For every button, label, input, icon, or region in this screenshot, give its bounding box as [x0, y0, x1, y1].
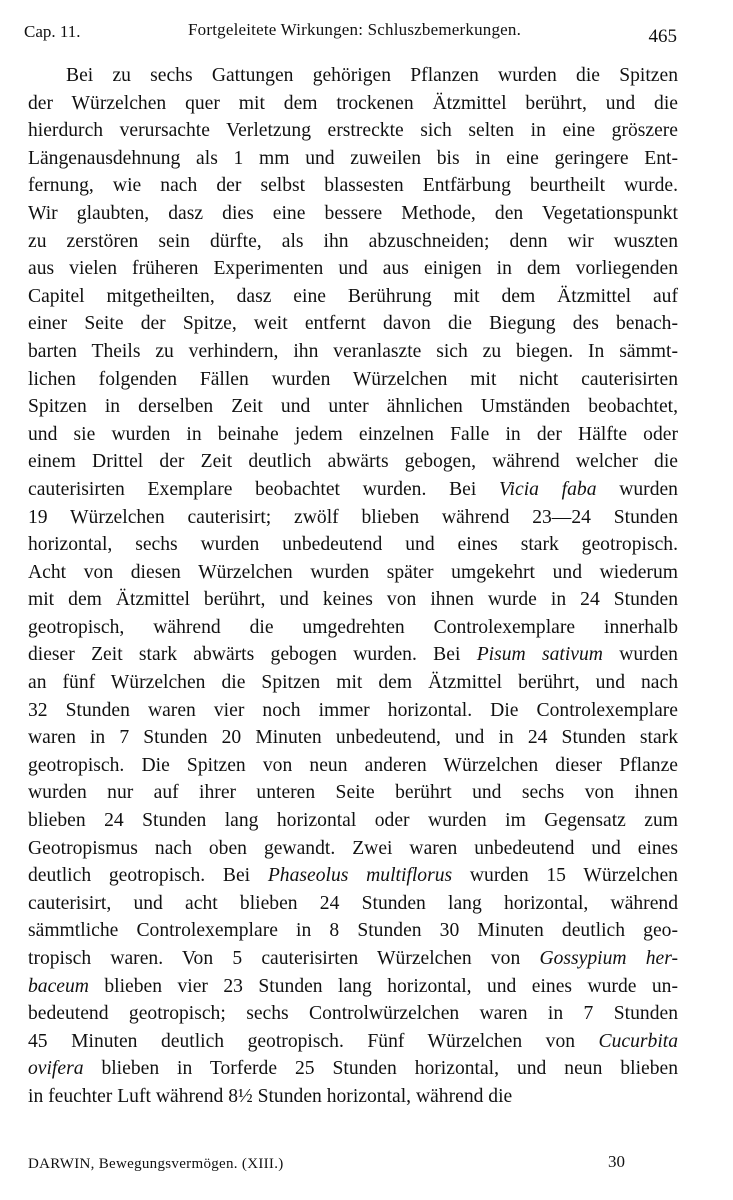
text-fragment: wurden nur auf ihrer unteren Seite berührt und sechs von ihnen — [28, 782, 678, 804]
text-line — [28, 779, 678, 807]
text-fragment: horizontal, sechs wurden unbedeutend und eines stark geotropisch. — [28, 534, 678, 556]
text-line — [28, 476, 678, 504]
text-line — [28, 421, 678, 449]
running-title: Fortgeleitete Wirkungen: Schluszbemerkungen. — [188, 20, 522, 39]
text-line — [28, 724, 678, 752]
text-fragment: an fünf Würzelchen die Spitzen mit dem Ätzmittel berührt, und nach — [28, 672, 678, 694]
italic-taxon-name: ovifera — [28, 1058, 84, 1080]
text-line — [28, 559, 678, 587]
chapter-label: Cap. 11. — [24, 22, 81, 41]
text-fragment: wurden 15 Würzelchen — [452, 865, 678, 887]
italic-taxon-name: Cucurbita — [598, 1030, 678, 1052]
page-number: 465 — [648, 26, 677, 47]
italic-taxon-name: Phaseolus multiflorus — [267, 865, 453, 887]
text-line — [28, 338, 678, 366]
text-fragment: tropisch waren. Von 5 cauterisirten Würzelchen von — [28, 948, 540, 969]
printer-signature: DARWIN, Bewegungsvermögen. (XIII.) — [28, 1156, 284, 1172]
text-fragment: 45 Minuten deutlich geotropisch. Fünf Würzelchen von — [28, 1030, 599, 1052]
text-line — [28, 1055, 678, 1083]
text-line — [28, 586, 678, 614]
text-line — [28, 228, 678, 256]
text-fragment: der Würzelchen quer mit dem trockenen Ätzmittel berührt, und die — [28, 92, 678, 114]
text-fragment: bedeutend geotropisch; sechs Controlwürzelchen waren in 7 Stunden — [28, 1003, 678, 1025]
text-fragment: 19 Würzelchen cauterisirt; zwölf blieben während 23—24 Stunden — [28, 506, 678, 528]
body-text — [28, 62, 678, 1111]
text-fragment: geotropisch, während die umgedrehten Controlexemplare innerhalb — [28, 616, 678, 638]
text-line — [28, 62, 678, 90]
text-line — [28, 835, 678, 863]
text-line — [28, 752, 678, 780]
text-line — [28, 117, 678, 145]
text-line — [28, 945, 678, 973]
text-fragment: in feuchter Luft während 8½ Stunden horizontal, während die — [28, 1085, 513, 1107]
text-line — [28, 641, 678, 669]
text-fragment: sämmtliche Controlexemplare in 8 Stunden 30 Minuten deutlich geo- — [28, 920, 678, 942]
text-line — [28, 531, 678, 559]
text-line — [28, 862, 678, 890]
text-line — [28, 366, 678, 394]
text-fragment: dieser Zeit stark abwärts gebogen wurden. Bei — [28, 644, 477, 666]
text-line — [28, 1000, 678, 1028]
text-fragment: Längenausdehnung als 1 mm und zuweilen bis in eine geringere Ent- — [28, 147, 678, 169]
italic-taxon-name: Pisum sativum — [476, 644, 603, 666]
text-fragment: zu zerstören sein dürfte, als ihn abzuschneiden; denn wir wuszten — [28, 230, 678, 252]
text-fragment: barten Theils zu verhindern, ihn veranlaszte sich zu biegen. In sämmt- — [28, 340, 678, 362]
text-line — [28, 973, 678, 1001]
text-line — [28, 807, 678, 835]
text-line — [28, 172, 678, 200]
text-line — [28, 90, 678, 118]
text-fragment: geotropisch. Die Spitzen von neun anderen Würzelchen dieser Pflanze — [28, 754, 678, 776]
italic-taxon-name: baceum — [28, 975, 89, 997]
text-fragment: Wir glaubten, dasz dies eine bessere Methode, den Vegetationspunkt — [28, 202, 678, 224]
text-line — [28, 890, 678, 918]
text-fragment: lichen folgenden Fällen wurden Würzelchen mit nicht cauterisirten — [28, 368, 678, 390]
text-fragment: Geotropismus nach oben gewandt. Zwei waren unbedeutend und eines — [28, 837, 678, 859]
text-fragment: blieben 24 Stunden lang horizontal oder wurden im Gegensatz zum — [28, 810, 678, 832]
text-fragment: aus vielen früheren Experimenten und aus einigen in dem vorliegenden — [28, 258, 678, 280]
text-line — [28, 669, 678, 697]
text-fragment: 32 Stunden waren vier noch immer horizontal. Die Controlexemplare — [28, 699, 678, 721]
text-line — [28, 255, 678, 283]
text-fragment: blieben vier 23 Stunden lang horizontal, und eines wurde un- — [88, 975, 678, 997]
text-line — [28, 697, 678, 725]
text-fragment: Bei zu sechs Gattungen gehörigen Pflanzen wurden die Spitzen — [66, 65, 678, 86]
text-fragment: mit dem Ätzmittel berührt, und keines von ihnen wurde in 24 Stunden — [28, 589, 678, 611]
page-footer — [28, 1152, 625, 1182]
sheet-number: 30 — [608, 1152, 625, 1171]
text-line — [28, 145, 678, 173]
italic-taxon-name: Vicia faba — [499, 478, 597, 500]
text-line — [28, 393, 678, 421]
text-fragment: wurden — [602, 644, 678, 666]
text-fragment: einem Drittel der Zeit deutlich abwärts gebogen, während welcher die — [28, 451, 678, 473]
text-fragment: Acht von diesen Würzelchen wurden später umgekehrt und wiederum — [28, 561, 678, 583]
text-line — [28, 504, 678, 532]
text-fragment: hierdurch verursachte Verletzung erstreckte sich selten in eine gröszere — [28, 120, 678, 142]
text-fragment: cauterisirt, und acht blieben 24 Stunden lang horizontal, während — [28, 892, 678, 914]
text-fragment: und sie wurden in beinahe jedem einzelnen Falle in der Hälfte oder — [28, 423, 678, 445]
text-fragment: einer Seite der Spitze, weit entfernt davon die Biegung des benach- — [28, 313, 678, 335]
text-fragment: blieben in Torferde 25 Stunden horizontal, und neun blieben — [83, 1058, 678, 1080]
text-line — [28, 1028, 678, 1056]
text-fragment: waren in 7 Stunden 20 Minuten unbedeutend, und in 24 Stunden stark — [28, 727, 678, 749]
text-fragment: deutlich geotropisch. Bei — [28, 865, 268, 887]
text-fragment: wurden — [596, 478, 678, 500]
text-line — [28, 200, 678, 228]
italic-taxon-name: Gossypium her- — [539, 948, 679, 969]
text-line — [28, 310, 678, 338]
text-line — [28, 917, 678, 945]
running-header — [24, 10, 677, 50]
text-line — [28, 614, 678, 642]
text-fragment: Capitel mitgetheilten, dasz eine Berührung mit dem Ätzmittel auf — [28, 285, 678, 307]
text-fragment: fernung, wie nach der selbst blassesten Entfärbung beurtheilt wurde. — [28, 175, 678, 197]
text-fragment: Spitzen in derselben Zeit und unter ähnlichen Umständen beobachtet, — [28, 396, 678, 418]
text-line — [28, 448, 678, 476]
text-line — [28, 283, 678, 311]
text-fragment: cauterisirten Exemplare beobachtet wurden. Bei — [28, 478, 500, 500]
text-line — [28, 1083, 678, 1111]
